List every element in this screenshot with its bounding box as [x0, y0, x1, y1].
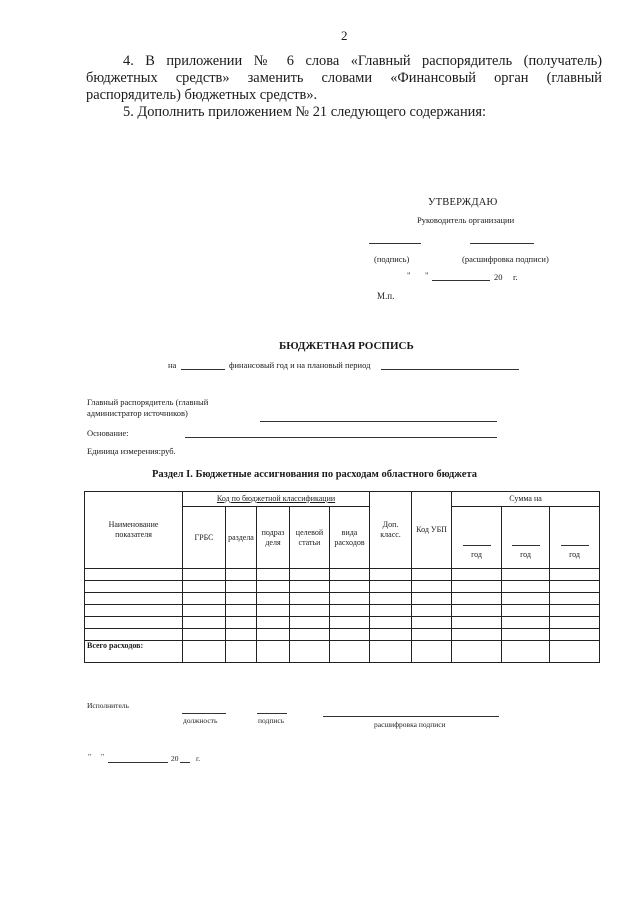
- table-header-target: [290, 507, 330, 569]
- header-extra-line-1: Доп.: [382, 520, 399, 529]
- table-row: [85, 569, 600, 581]
- approval-decode-line: [470, 243, 534, 244]
- executor-signature-line: [257, 713, 287, 714]
- header-type-line-1: вида: [341, 527, 358, 537]
- table-row: [85, 581, 600, 593]
- table-header-year-1: [452, 507, 502, 569]
- executor-decode-line: [323, 716, 499, 717]
- main-manager-label: [87, 397, 208, 419]
- footer-date-year: 20: [171, 754, 179, 763]
- approval-org-head: Руководитель организации: [417, 215, 515, 225]
- table-header-year-2: [502, 507, 550, 569]
- header-code-group-label: Код по бюджетной классификации: [216, 494, 336, 503]
- table-total-label: Всего расходов:: [85, 641, 183, 663]
- section-title: Раздел I. Бюджетные ассигнования по расходам областного бюджета: [152, 469, 477, 480]
- footer-date-year-line: [180, 762, 190, 763]
- table-row: [85, 629, 600, 641]
- header-target-line-2: статьи: [298, 537, 321, 547]
- header-subsection-line-2: деля: [265, 537, 281, 547]
- page-number: 2: [341, 28, 348, 43]
- approval-signature-label: (подпись): [374, 254, 410, 264]
- executor-signature-label: подпись: [258, 716, 285, 725]
- table-header-name: [85, 492, 183, 569]
- table-header-sum-group: [452, 492, 600, 507]
- table-header-subsection: [257, 507, 290, 569]
- header-type-line-2: расходов: [334, 537, 365, 547]
- unit-label: Единица измерения:руб.: [87, 446, 176, 456]
- footer-date-quote-close: ": [101, 752, 105, 761]
- approval-date-quote-open: ": [407, 270, 411, 280]
- table-header-ubp: Код УБП: [412, 492, 452, 569]
- approval-stamp: М.п.: [377, 291, 395, 301]
- document-title: БЮДЖЕТНАЯ РОСПИСЬ: [279, 340, 414, 352]
- approval-date-month-line: [432, 280, 490, 281]
- executor-position-label: должность: [183, 716, 218, 725]
- paragraph-5: 5. Дополнить приложением № 21 следующего содержания:: [123, 104, 486, 120]
- header-name-line-2: показателя: [115, 530, 152, 539]
- table-total-row: [85, 641, 600, 663]
- table-header-grbs: ГРБС: [183, 507, 226, 569]
- period-plan-line: [381, 369, 519, 370]
- table-row: [85, 605, 600, 617]
- table-row: [85, 593, 600, 605]
- budget-table: [84, 491, 600, 663]
- table-header-code-group: [183, 492, 370, 507]
- paragraph-4: [86, 53, 602, 104]
- header-sum-group-label: Сумма на: [509, 494, 542, 503]
- approval-date-year: 20: [494, 272, 503, 282]
- year-1-line: [463, 545, 491, 546]
- period-year-line: [181, 369, 225, 370]
- table-header-extra: [370, 492, 412, 569]
- table-row: [85, 617, 600, 629]
- approval-title: УТВЕРЖДАЮ: [428, 197, 498, 208]
- executor-decode-label: расшифровка подписи: [374, 720, 446, 729]
- paragraph-4-line-2: бюджетных средств» заменить словами «Финансовый орган (главный: [86, 70, 602, 86]
- header-subsection-line-1: подраз: [261, 527, 285, 537]
- approval-signature-line: [369, 243, 421, 244]
- approval-date-quote-close: ": [425, 270, 429, 280]
- table-header-type: [330, 507, 370, 569]
- basis-label: Основание:: [87, 428, 129, 438]
- header-extra-line-2: класс.: [380, 530, 401, 539]
- paragraph-4-line-1: 4. В приложении № 6 слова «Главный распорядитель (получатель): [123, 53, 602, 69]
- paragraph-4-line-3: распорядитель) бюджетных средств».: [86, 87, 318, 103]
- year-2-label: год: [520, 550, 531, 559]
- period-prefix: на: [168, 360, 177, 370]
- executor-label: Исполнитель: [87, 701, 129, 710]
- table-header-year-3: [550, 507, 600, 569]
- header-name-line-1: Наименование: [108, 520, 159, 529]
- main-manager-line-1: Главный распорядитель (главный: [87, 397, 209, 407]
- main-manager-value-line: [260, 421, 497, 422]
- year-1-label: год: [471, 550, 482, 559]
- year-3-line: [561, 545, 589, 546]
- approval-date-suffix: г.: [513, 272, 518, 282]
- footer-date-suffix: г.: [196, 754, 201, 763]
- basis-value-line: [185, 437, 497, 438]
- footer-date-month-line: [108, 762, 168, 763]
- approval-decode-label: (расшифровка подписи): [462, 254, 549, 264]
- header-target-line-1: целевой: [295, 527, 324, 537]
- executor-position-line: [182, 713, 226, 714]
- year-2-line: [512, 545, 540, 546]
- footer-date-quote-open: ": [88, 752, 92, 761]
- period-text: финансовый год и на плановый период: [229, 360, 371, 370]
- table-header-section: раздела: [226, 507, 257, 569]
- year-3-label: год: [569, 550, 580, 559]
- main-manager-line-2: администратор источников): [87, 408, 188, 418]
